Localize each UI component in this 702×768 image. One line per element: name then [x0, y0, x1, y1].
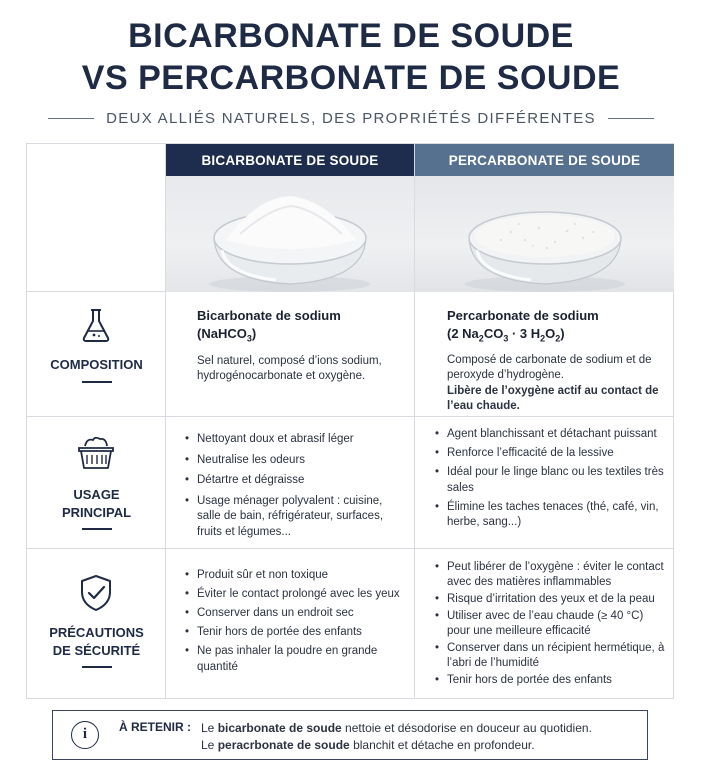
- composition-bicarbonate-cell: [197, 307, 397, 385]
- list-item: • Renforce l’efficacité de la lessive: [435, 446, 667, 462]
- list-item: • Utiliser avec de l’eau chaude (≥ 40 °C) pour une meilleure efficacité: [435, 609, 669, 639]
- percarbonate-granules-bowl-image: [415, 176, 674, 292]
- column-header-percarbonate: PERCARBONATE DE SOUDE: [415, 144, 674, 176]
- list-item: • Neutralise les odeurs: [185, 453, 407, 469]
- row-divider: [27, 548, 673, 549]
- usage-percarbonate-cell: [435, 427, 667, 534]
- row-label-line: PRINCIPAL: [61, 505, 132, 520]
- list-item: • Conserver dans un endroit sec: [185, 606, 407, 622]
- label-underline: [82, 666, 112, 668]
- list-item: • Risque d’irritation des yeux et de la peau: [435, 592, 669, 607]
- subtitle-rule-left: [48, 118, 94, 119]
- page-title-line2: VS PERCARBONATE DE SOUDE: [81, 59, 621, 97]
- safety-bicarbonate-cell: [185, 568, 407, 679]
- list-item: • Conserver dans un récipient hermétique, à l’abri de l’humidité: [435, 641, 669, 671]
- compound-name: Bicarbonate de sodium: [197, 308, 341, 323]
- label-underline: [82, 528, 112, 530]
- chemical-formula: (NaHCO$_3$): [197, 326, 257, 344]
- subtitle: DEUX ALLIÉS NATURELS, DES PROPRIÉTÉS DIFFÉRENTES: [106, 109, 596, 127]
- composition-highlight: Libère de l’oxygène actif au contact de l’eau chaude.: [447, 384, 659, 413]
- label-underline: [82, 381, 112, 383]
- row-label-line: USAGE: [73, 487, 120, 502]
- list-item: • Nettoyant doux et abrasif léger: [185, 432, 407, 448]
- row-divider: [27, 416, 673, 417]
- comparison-table: [26, 143, 674, 699]
- composition-percarbonate-cell: [447, 307, 665, 415]
- row-label-line: DE SÉCURITÉ: [52, 643, 141, 658]
- list-item: • Détartre et dégraisse: [185, 473, 407, 489]
- chemical-formula: (2 $Na_2CO_3 \cdot 3$ $H_2O_2$): [447, 326, 565, 344]
- page-title-line1: BICARBONATE DE SOUDE: [128, 17, 574, 55]
- list-item: • Peut libérer de l’oxygène : éviter le contact avec des matières inflammables: [435, 560, 669, 590]
- list-item: • Élimine les taches tenaces (thé, café, vin, herbe, sang...): [435, 500, 667, 531]
- key-takeaway-label: À RETENIR :: [119, 720, 191, 734]
- key-takeaway-text: [201, 720, 641, 754]
- safety-percarbonate-cell: [435, 560, 669, 688]
- compound-name: Percarbonate de sodium: [447, 308, 599, 323]
- laundry-basket-icon: [75, 432, 117, 474]
- takeaway-line-2: Le peracrbonate de soude blanchit et détache en profondeur.: [201, 738, 535, 752]
- list-item: • Usage ménager polyvalent : cuisine, salle de bain, réfrigérateur, surfaces, fruits et légumes...: [185, 494, 407, 541]
- composition-description: Sel naturel, composé d’ions sodium, hydrogénocarbonate et oxygène.: [197, 354, 382, 383]
- list-item: • Tenir hors de portée des enfants: [435, 673, 669, 688]
- takeaway-line-1: Le bicarbonate de soude nettoie et désodorise en douceur au quotidien.: [201, 721, 592, 735]
- row-label-line: PRÉCAUTIONS: [49, 625, 144, 640]
- list-item: • Idéal pour le linge blanc ou les textiles très sales: [435, 465, 667, 496]
- subtitle-row: [0, 106, 702, 130]
- list-item: • Ne pas inhaler la poudre en grande quantité: [185, 644, 407, 675]
- key-takeaway-box: [52, 710, 648, 760]
- list-item: • Produit sûr et non toxique: [185, 568, 407, 584]
- flask-icon: [75, 304, 117, 346]
- subtitle-rule-right: [608, 118, 654, 119]
- bicarbonate-powder-bowl-image: [166, 176, 414, 292]
- column-header-bicarbonate: BICARBONATE DE SOUDE: [166, 144, 414, 176]
- list-item: • Agent blanchissant et détachant puissant: [435, 427, 667, 443]
- usage-bicarbonate-cell: [185, 432, 407, 544]
- row-label-safety: [27, 624, 166, 660]
- shield-check-icon: [75, 572, 117, 614]
- composition-description: Composé de carbonate de sodium et de peroxyde d’hydrogène.: [447, 353, 652, 382]
- list-item: • Tenir hors de portée des enfants: [185, 625, 407, 641]
- row-label-usage: [27, 486, 166, 522]
- list-item: • Éviter le contact prolongé avec les yeux: [185, 587, 407, 603]
- info-icon: i: [71, 721, 99, 749]
- row-label-composition: COMPOSITION: [50, 357, 143, 372]
